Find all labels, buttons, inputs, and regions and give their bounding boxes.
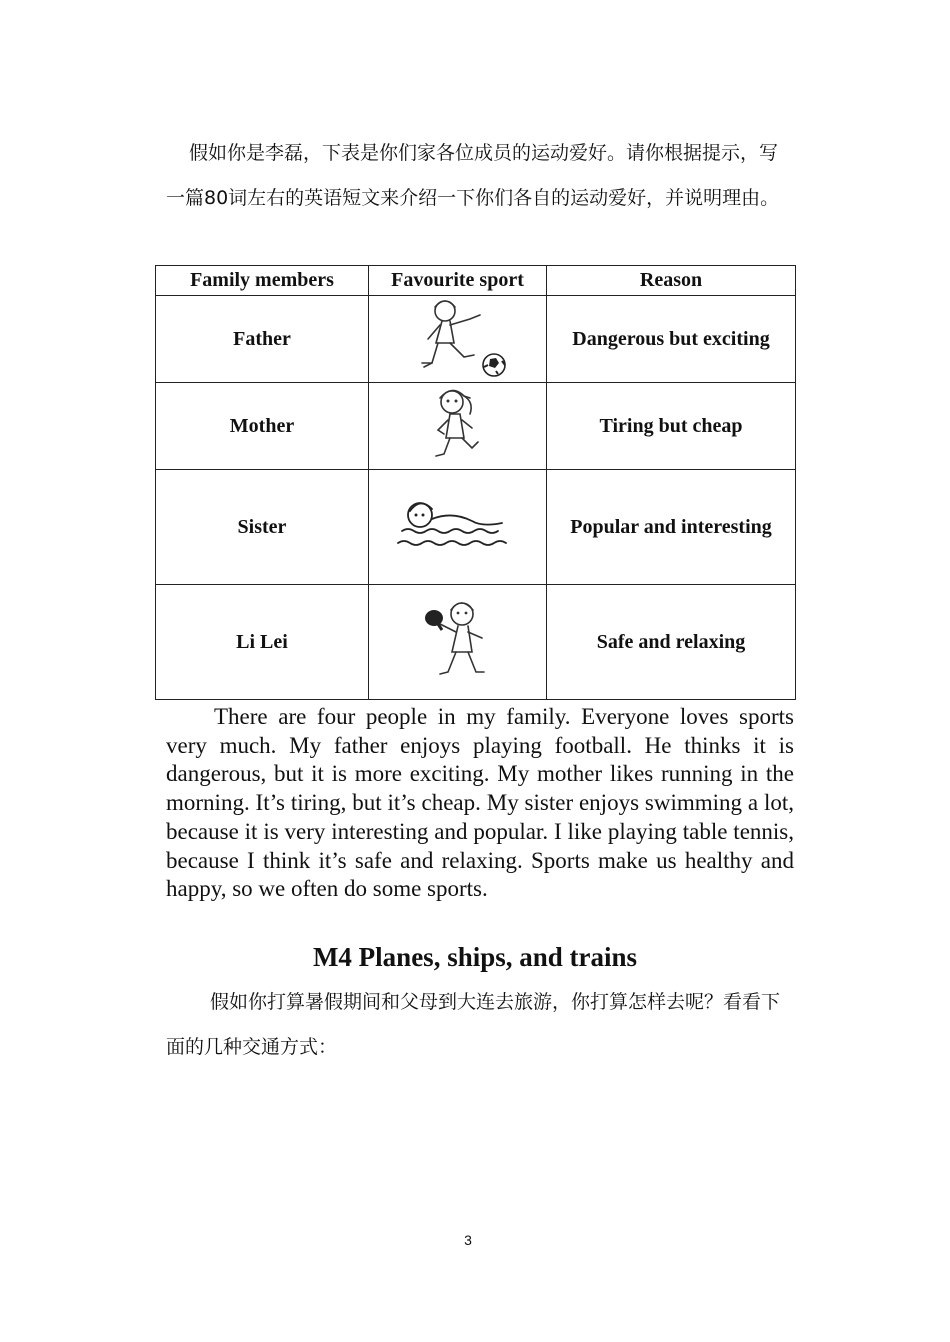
reason-cell: Safe and relaxing (547, 585, 796, 700)
table-row (156, 296, 796, 383)
sport-cell (369, 585, 547, 700)
table-row (156, 383, 796, 470)
table-row (156, 470, 796, 585)
runner-icon (418, 384, 498, 468)
member-cell: Sister (156, 470, 369, 585)
header-favourite-sport: Favourite sport (369, 266, 547, 296)
reason-cell: Dangerous but exciting (547, 296, 796, 383)
section-heading: M4 Planes, ships, and trains (312, 942, 638, 972)
page-number: 3 (464, 1232, 472, 1248)
table-row (156, 585, 796, 700)
sport-cell (369, 296, 547, 383)
member-cell: Li Lei (156, 585, 369, 700)
m4-intro-paragraph: 假如你打算暑假期间和父母到大连去旅游，你打算怎样去呢？看看下面的几种交通方式： (166, 991, 781, 1058)
member-cell: Mother (156, 383, 369, 470)
sport-cell (369, 470, 547, 585)
reason-cell: Popular and interesting (547, 470, 796, 585)
reason-cell: Tiring but cheap (547, 383, 796, 470)
family-sports-table (155, 265, 796, 700)
table-header-row (156, 266, 796, 296)
header-reason: Reason (547, 266, 796, 296)
essay-paragraph: There are four people in my family. Everyone loves sports very much. My father enjoys playing football. He thinks it is dangerous, but it is more exciting. My mother likes running in the morning. It’s tiring, but it’s cheap. My sister enjoys swimming a lot, because it is very interesting and popular. I like playing table tennis, because I think it’s safe and relaxing. Sports make us healthy and happy, so we often do some sports. (166, 704, 794, 902)
football-player-icon (398, 297, 518, 381)
header-family-members: Family members (156, 266, 369, 296)
sport-cell (369, 383, 547, 470)
table-tennis-player-icon (408, 594, 508, 690)
member-cell: Father (156, 296, 369, 383)
intro-paragraph: 假如你是李磊，下表是你们家各位成员的运动爱好。请你根据提示，写一篇80词左右的英语短文来介绍一下你们各自的运动爱好，并说明理由。 (166, 142, 780, 209)
swimmer-icon (396, 495, 520, 559)
